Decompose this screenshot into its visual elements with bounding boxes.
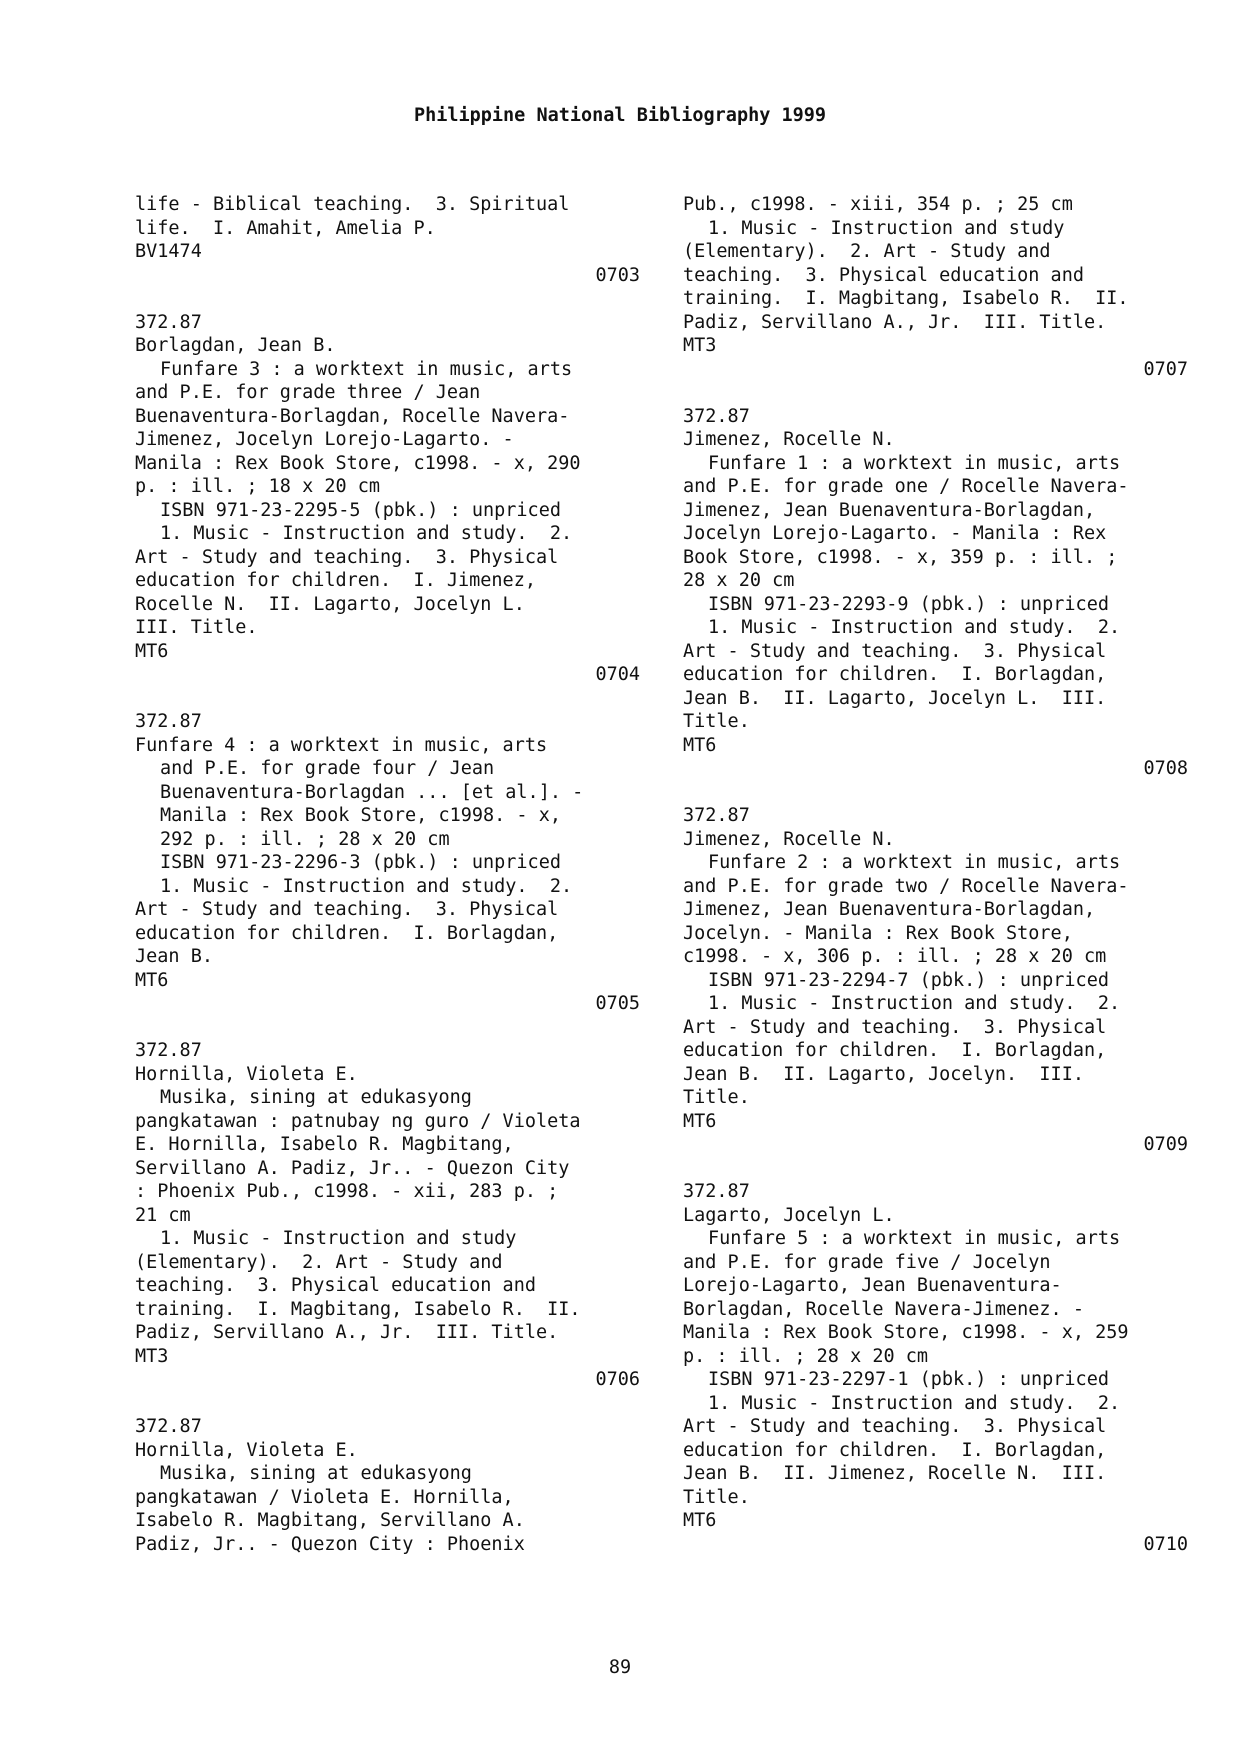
entry-line: Funfare 1 : a worktext in music, arts [708,452,1121,474]
entry-line: 1. Music - Instruction and study. 2. [160,875,573,897]
entry-number: 0708 [1143,758,1188,779]
entry-line: Padiz, Jr.. - Quezon City : Phoenix [135,1533,525,1555]
entry-line: MT6 [683,1510,717,1531]
entry-line: Isabelo R. Magbitang, Servillano A. [135,1510,525,1531]
entry-number: 0710 [1143,1533,1188,1555]
entry-line: Title. [683,1486,750,1508]
right-column [683,193,1188,1556]
entry-line: teaching. 3. Physical education and [683,264,1084,286]
entry-line: life. I. Amahit, Amelia P. [135,217,436,239]
entry-line: pangkatawan / Violeta E. Hornilla, [135,1486,514,1508]
entry-line: education for children. I. Borlagdan, [683,1439,1107,1461]
entry-line: Buenaventura-Borlagdan, Rocelle Navera- [135,405,570,427]
entry-line: Jean B. II. Lagarto, Jocelyn L. III. [683,687,1107,709]
entry-line: training. I. Magbitang, Isabelo R. II. [135,1298,581,1320]
entry-line: 372.87 [135,711,202,732]
entry-line: education for children. I. Borlagdan, [683,664,1107,685]
entry-number: 0707 [1143,358,1188,380]
entry-line: Funfare 2 : a worktext in music, arts [708,852,1121,873]
entry-line: Jimenez, Jean Buenaventura-Borlagdan, [683,499,1096,521]
entry-line: 1. Music - Instruction and study. 2. [708,993,1121,1014]
entry-line: Art - Study and teaching. 3. Physical [683,1016,1107,1038]
entry-line: Musika, sining at edukasyong [160,1087,472,1108]
entry-line: Book Store, c1998. - x, 359 p. : ill. ; [683,546,1118,568]
entry-line: MT6 [683,734,717,756]
entry-line: Funfare 3 : a worktext in music, arts [160,358,573,380]
entry-line: Rocelle N. II. Lagarto, Jocelyn L. [135,593,525,615]
entry-line: Borlagdan, Rocelle Navera-Jimenez. - [683,1298,1084,1320]
entry-line: Funfare 4 : a worktext in music, arts [135,734,548,756]
entry-line: and P.E. for grade two / Rocelle Navera- [683,875,1129,897]
entry-line: Pub., c1998. - xiii, 354 p. ; 25 cm [683,194,1073,215]
entry-line: E. Hornilla, Isabelo R. Magbitang, [135,1134,514,1155]
entry-line: Art - Study and teaching. 3. Physical [135,546,559,568]
entry-line: p. : ill. ; 18 x 20 cm [135,476,381,497]
left-column [135,193,640,1556]
entry-line: Jocelyn. - Manila : Rex Book Store, [683,922,1073,944]
entry-line: and P.E. for grade one / Rocelle Navera- [683,476,1129,497]
entry-line: 372.87 [135,1416,202,1437]
entry-line: and P.E. for grade five / Jocelyn [683,1251,1051,1273]
entry-line: Servillano A. Padiz, Jr.. - Quezon City [135,1157,570,1179]
entry-line: 372.87 [683,405,750,427]
entry-line: BV1474 [135,241,202,262]
entry-line: 28 x 20 cm [683,570,795,591]
entry-line: life - Biblical teaching. 3. Spiritual [135,194,570,215]
entry-line: (Elementary). 2. Art - Study and [135,1251,503,1273]
entry-separator [135,287,640,311]
entry-number: 0703 [595,264,640,286]
entry-line: Jimenez, Rocelle N. [683,828,895,850]
entry-line: teaching. 3. Physical education and [135,1275,536,1296]
entry-separator [135,687,640,711]
entry-line: Manila : Rex Book Store, c1998. - x, 259 [683,1322,1129,1343]
entry-line: Jimenez, Jocelyn Lorejo-Lagarto. - [135,429,514,450]
entry-line: Title. [683,711,750,732]
entry-line: and P.E. for grade four / Jean [160,758,495,779]
entry-line: ISBN 971-23-2297-1 (pbk.) : unpriced [708,1369,1109,1390]
entry-line: education for children. I. Jimenez, [135,570,536,591]
entry-line: ISBN 971-23-2294-7 (pbk.) : unpriced [708,969,1109,991]
entry-line: 372.87 [683,1181,750,1202]
entry-number: 0706 [595,1369,640,1390]
entry-separator [135,1016,640,1040]
entry-line: ISBN 971-23-2293-9 (pbk.) : unpriced [708,593,1109,615]
entry-line: education for children. I. Borlagdan, [683,1040,1107,1061]
entry-separator [683,1157,1188,1181]
entry-line: Art - Study and teaching. 3. Physical [683,1416,1107,1437]
entry-number: 0705 [595,993,640,1014]
entry-line: Buenaventura-Borlagdan ... [et al.]. - [160,781,584,803]
entry-line: and P.E. for grade three / Jean [135,382,481,403]
entry-line: 1. Music - Instruction and study [708,217,1065,239]
entry-line: Musika, sining at edukasyong [160,1463,472,1484]
entry-number: 0709 [1143,1134,1188,1155]
entry-line: 1. Music - Instruction and study. 2. [708,617,1121,638]
entry-line: Manila : Rex Book Store, c1998. - x, 290 [135,452,581,474]
entry-line: 292 p. : ill. ; 28 x 20 cm [160,828,450,850]
entry-line: Jean B. II. Lagarto, Jocelyn. III. [683,1063,1084,1085]
entry-line: Padiz, Servillano A., Jr. III. Title. [683,311,1107,333]
entry-line: MT6 [683,1110,717,1132]
entry-line: ISBN 971-23-2295-5 (pbk.) : unpriced [160,499,561,521]
entry-line: Lagarto, Jocelyn L. [683,1204,895,1226]
entry-line: MT6 [135,969,169,991]
entry-line: : Phoenix Pub., c1998. - xii, 283 p. ; [135,1181,559,1202]
entry-line: education for children. I. Borlagdan, [135,922,559,944]
entry-separator [135,1392,640,1416]
page-title: Philippine National Bibliography 1999 [413,105,827,126]
page-number: 89 [608,1657,632,1678]
entry-line: Lorejo-Lagarto, Jean Buenaventura- [683,1275,1062,1296]
entry-separator [683,781,1188,805]
entry-line: MT3 [683,335,717,356]
entry-line: Hornilla, Violeta E. [135,1063,358,1085]
entry-line: Borlagdan, Jean B. [135,335,336,356]
entry-line: ISBN 971-23-2296-3 (pbk.) : unpriced [160,852,561,873]
entry-line: pangkatawan : patnubay ng guro / Violeta [135,1110,581,1132]
entry-line: Art - Study and teaching. 3. Physical [135,899,559,920]
entry-line: 372.87 [135,311,202,333]
entry-separator [683,381,1188,405]
entry-line: III. Title. [135,617,258,638]
entry-line: 1. Music - Instruction and study [160,1228,517,1249]
entry-line: Jocelyn Lorejo-Lagarto. - Manila : Rex [683,523,1107,544]
entry-line: Manila : Rex Book Store, c1998. - x, [160,805,561,826]
entry-line: Funfare 5 : a worktext in music, arts [708,1228,1121,1249]
entry-line: Jean B. II. Jimenez, Rocelle N. III. [683,1463,1107,1484]
entry-line: 372.87 [135,1040,202,1061]
entry-line: Hornilla, Violeta E. [135,1439,358,1461]
entry-line: training. I. Magbitang, Isabelo R. II. [683,288,1129,309]
entry-line: 372.87 [683,805,750,826]
entry-line: 21 cm [135,1204,191,1226]
entry-line: Art - Study and teaching. 3. Physical [683,640,1107,662]
entry-line: (Elementary). 2. Art - Study and [683,241,1051,262]
entry-line: MT3 [135,1345,169,1367]
entry-line: 1. Music - Instruction and study. 2. [708,1392,1121,1414]
entry-line: 1. Music - Instruction and study. 2. [160,523,573,544]
entry-line: Padiz, Servillano A., Jr. III. Title. [135,1322,559,1343]
entry-line: p. : ill. ; 28 x 20 cm [683,1345,929,1367]
entry-line: Title. [683,1087,750,1108]
entry-line: Jimenez, Rocelle N. [683,429,895,450]
entry-line: c1998. - x, 306 p. : ill. ; 28 x 20 cm [683,946,1107,967]
entry-line: Jimenez, Jean Buenaventura-Borlagdan, [683,899,1096,920]
entry-line: MT6 [135,640,169,662]
entry-line: Jean B. [135,946,213,967]
entry-number: 0704 [595,664,640,685]
